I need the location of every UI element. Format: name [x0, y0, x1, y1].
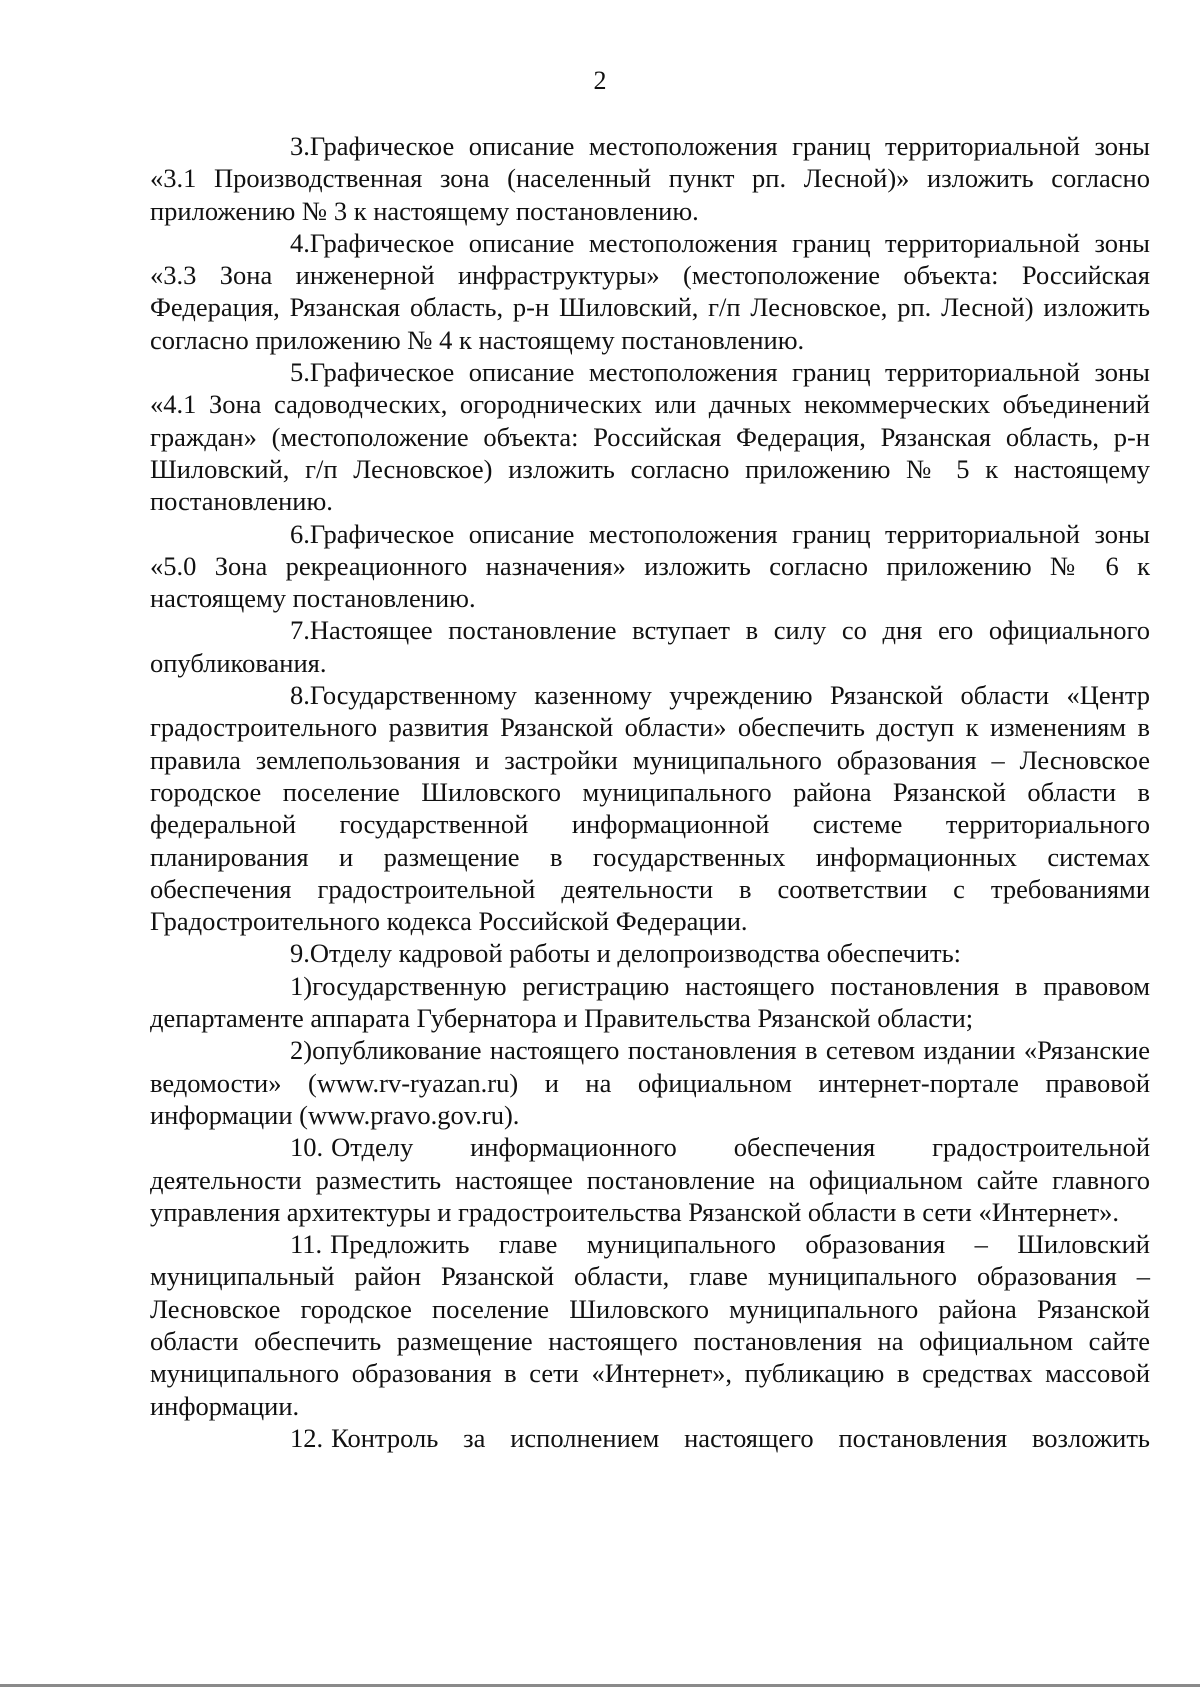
document-body — [150, 130, 1150, 1454]
paragraph-number: 2) — [290, 1035, 313, 1066]
page-number: 2 — [593, 66, 607, 95]
paragraph-text: опубликование настоящего постановления в сетевом издании «Рязанские ведомости» (www.rv-ryazan.ru) и на официальном интернет-портале правовой информации (www.pravo.gov.ru). — [150, 1035, 1150, 1130]
subparagraph-2 — [150, 1034, 1150, 1131]
paragraph-4 — [150, 227, 1150, 356]
paragraph-number: 7. — [290, 615, 310, 646]
paragraph-text: Графическое описание местоположения границ территориальной зоны «4.1 Зона садоводческих, огороднических или дачных некоммерческих объединений граждан» (местоположение объекта: Российская Федерация, Рязанская область, р-н Шиловский, г/п Лесновское) изложить согласно приложению № 5 к настоящему постановлению. — [150, 357, 1150, 517]
paragraph-number: 9. — [290, 938, 310, 969]
scan-edge-line — [0, 1684, 1200, 1687]
paragraph-12 — [150, 1422, 1150, 1454]
paragraph-text: государственную регистрацию настоящего постановления в правовом департаменте аппарата Губернатора и Правительства Рязанской области; — [150, 970, 1150, 1034]
paragraph-text: Государственному казенному учреждению Рязанской области «Центр градостроительного развития Рязанской области» обеспечить доступ к изменениям в правила землепользования и застройки муниципального образования – Лесновское городское поселение Шиловского муниципального района Рязанской области в федеральной государственной информационной системе территориального планирования и размещение в государственных информационных системах обеспечения градостроительной деятельности в соответствии с требованиями Градостроительного кодекса Российской Федерации. — [150, 680, 1150, 937]
paragraph-5 — [150, 356, 1150, 517]
paragraph-number: 5. — [290, 357, 310, 388]
subparagraph-1 — [150, 970, 1150, 1035]
paragraph-text: Отделу информационного обеспечения градостроительной деятельности разместить настоящее постановление на официальном сайте главного управления архитектуры и градостроительства Рязанской области в сети «Интернет». — [150, 1132, 1150, 1227]
paragraph-text: Контроль за исполнением настоящего постановления возложить — [331, 1422, 1150, 1453]
paragraph-10 — [150, 1131, 1150, 1228]
paragraph-text: Графическое описание местоположения границ территориальной зоны «3.1 Производственная зона (населенный пункт рп. Лесной)» изложить согласно приложению № 3 к настоящему постановлению. — [150, 131, 1150, 226]
paragraph-number: 6. — [290, 518, 310, 549]
paragraph-text: Отделу кадровой работы и делопроизводства обеспечить: — [309, 938, 962, 969]
paragraph-number: 8. — [290, 680, 310, 711]
paragraph-6 — [150, 518, 1150, 615]
paragraph-number: 10. — [290, 1132, 324, 1163]
paragraph-3 — [150, 130, 1150, 227]
paragraph-text: Графическое описание местоположения границ территориальной зоны «3.3 Зона инженерной инфраструктуры» (местоположение объекта: Российская Федерация, Рязанская область, р-н Шиловский, г/п Лесновское, рп. Лесной) изложить согласно приложению № 4 к настоящему постановлению. — [150, 227, 1150, 355]
paragraph-text: Предложить главе муниципального образования – Шиловский муниципальный район Рязанской области, главе муниципального образования – Лесновское городское поселение Шиловского муниципального района Рязанской области обеспечить размещение настоящего постановления на официальном сайте муниципального образования в сети «Интернет», публикацию в средствах массовой информации. — [150, 1229, 1150, 1421]
paragraph-number: 12. — [290, 1422, 324, 1453]
paragraph-11 — [150, 1228, 1150, 1422]
paragraph-8 — [150, 679, 1150, 937]
paragraph-text: Настоящее постановление вступает в силу со дня его официального опубликования. — [150, 615, 1150, 678]
paragraph-text: Графическое описание местоположения границ территориальной зоны «5.0 Зона рекреационного назначения» изложить согласно приложению № 6 к настоящему постановлению. — [150, 518, 1150, 614]
paragraph-9 — [150, 937, 1150, 969]
paragraph-number: 11. — [290, 1229, 323, 1260]
paragraph-number: 3. — [290, 131, 310, 161]
paragraph-number: 4. — [290, 227, 310, 258]
paragraph-7 — [150, 614, 1150, 679]
paragraph-number: 1) — [290, 970, 313, 1001]
